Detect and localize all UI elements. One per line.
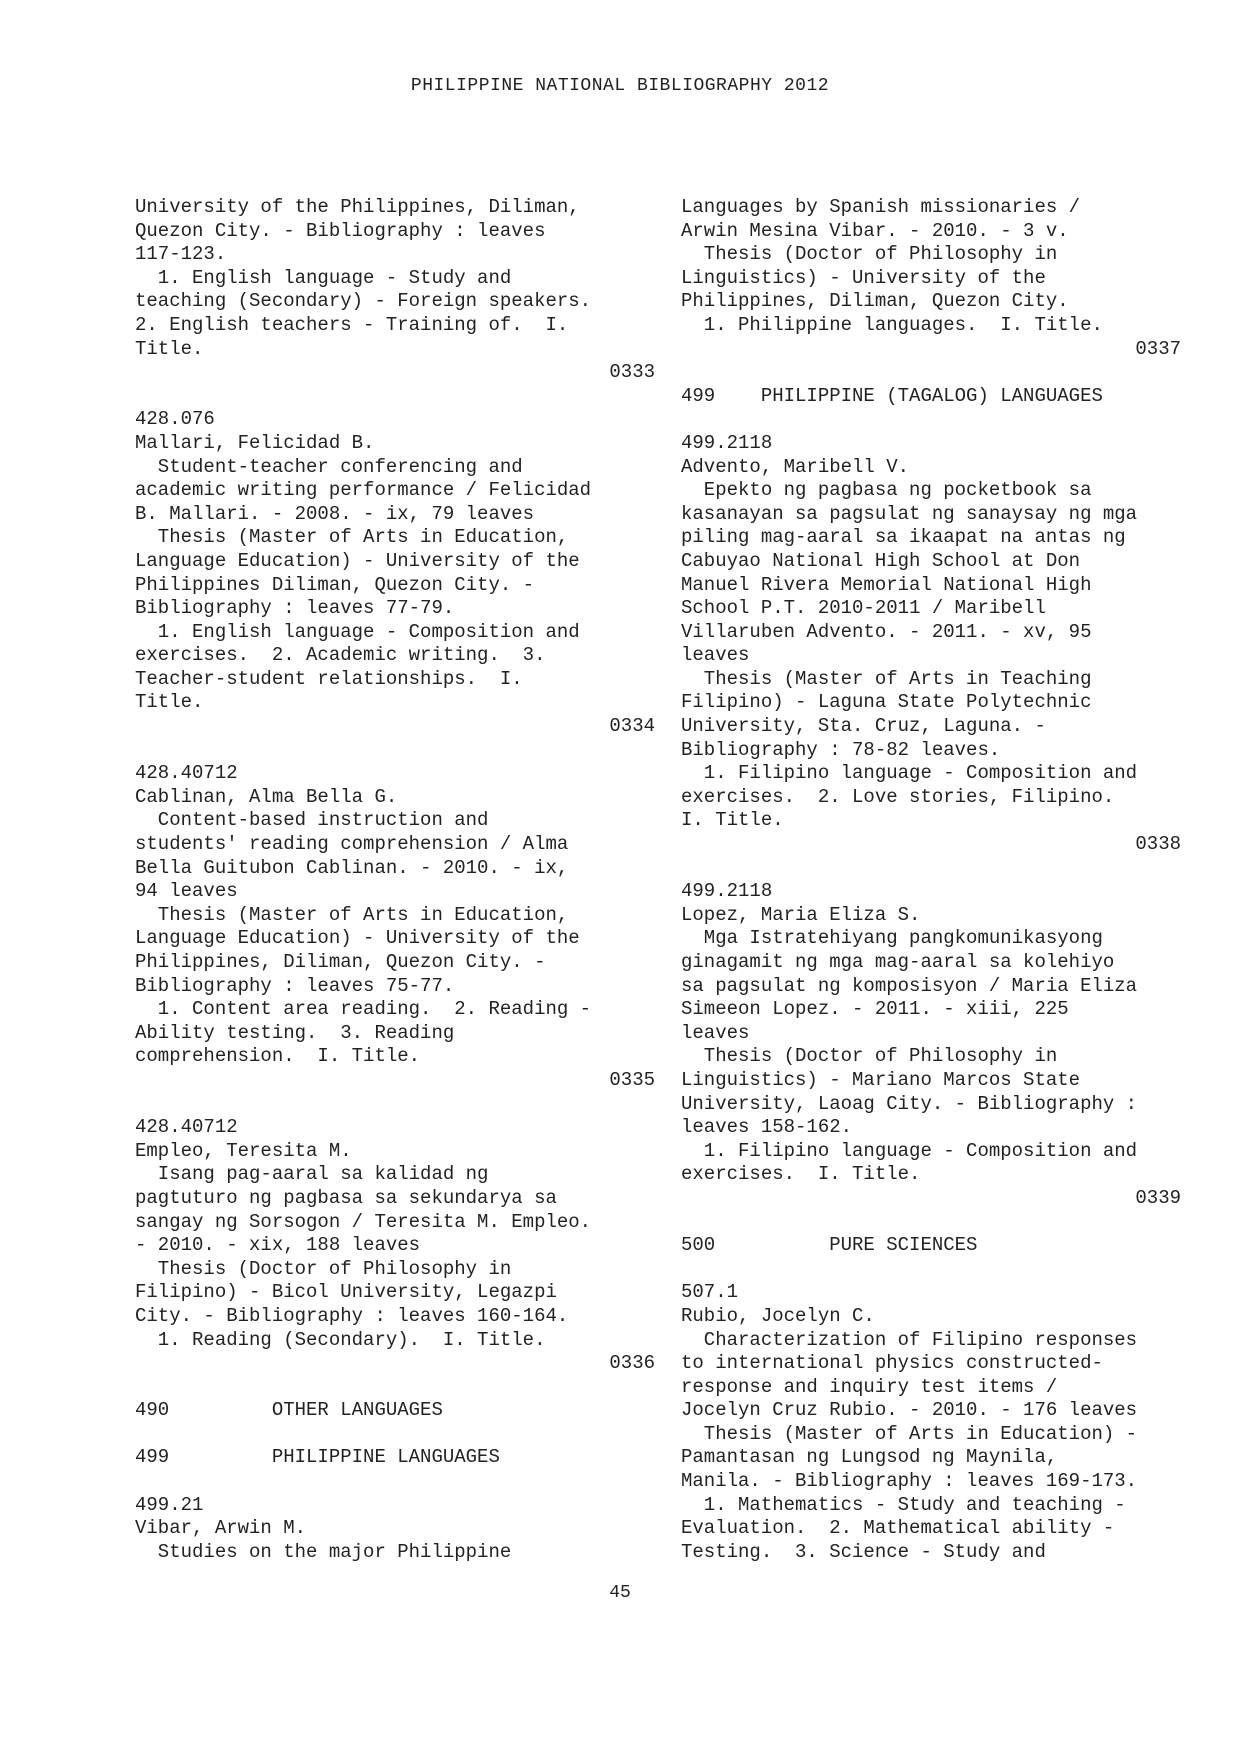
text-line: Student-teacher conferencing and xyxy=(135,455,523,478)
entry-number: 0337 xyxy=(1135,337,1181,360)
text-line: Filipino) - Bicol University, Legazpi xyxy=(135,1281,557,1304)
page-header: PHILIPPINE NATIONAL BIBLIOGRAPHY 2012 xyxy=(410,76,830,96)
text-line: Language Education) - University of the xyxy=(135,927,580,950)
text-line xyxy=(135,1376,655,1400)
text-line: Characterization of Filipino responses xyxy=(681,1328,1138,1351)
text-line: Isang pag-aaral sa kalidad ng xyxy=(135,1163,489,1186)
text-line: Empleo, Teresita M. xyxy=(135,1139,352,1162)
text-line xyxy=(135,385,655,409)
text-line: Ability testing. 3. Reading xyxy=(135,1021,455,1044)
text-line: Linguistics) - Mariano Marcos State xyxy=(681,1068,1081,1091)
text-line: - 2010. - xix, 188 leaves xyxy=(135,1234,421,1257)
text-line: 507.1 xyxy=(681,1281,739,1304)
text-line: Bibliography : leaves 77-79. xyxy=(135,597,455,620)
text-line: pagtuturo ng pagbasa sa sekundarya sa xyxy=(135,1186,557,1209)
text-line: Rubio, Jocelyn C. xyxy=(681,1304,875,1327)
text-line: exercises. 2. Academic writing. 3. xyxy=(135,644,546,667)
text-line: 2. English teachers - Training of. I. xyxy=(135,313,569,336)
text-line: leaves xyxy=(681,1021,750,1044)
text-line: 1. Philippine languages. I. Title. xyxy=(681,313,1103,336)
text-line: 94 leaves xyxy=(135,880,238,903)
text-line: academic writing performance / Felicidad xyxy=(135,479,592,502)
text-line: teaching (Secondary) - Foreign speakers. xyxy=(135,290,592,313)
text-line: City. - Bibliography : leaves 160-164. xyxy=(135,1304,569,1327)
text-line: comprehension. I. Title. xyxy=(135,1045,421,1068)
text-line: leaves 158-162. xyxy=(681,1116,853,1139)
text-line: Manila. - Bibliography : leaves 169-173. xyxy=(681,1470,1138,1493)
text-line: Villaruben Advento. - 2011. - xv, 95 xyxy=(681,620,1092,643)
text-line: sangay ng Sorsogon / Teresita M. Empleo. xyxy=(135,1210,592,1233)
text-line: Thesis (Master of Arts in Education, xyxy=(135,903,569,926)
page-number: 45 xyxy=(609,1583,631,1603)
text-line: 1. Reading (Secondary). I. Title. xyxy=(135,1328,546,1351)
text-line: Title. xyxy=(135,337,204,360)
text-line xyxy=(135,739,655,763)
text-line: 499 PHILIPPINE (TAGALOG) LANGUAGES xyxy=(681,384,1103,407)
text-line: Arwin Mesina Vibar. - 2010. - 3 v. xyxy=(681,219,1069,242)
text-line: 500 PURE SCIENCES xyxy=(681,1234,978,1257)
text-line: 499.2118 xyxy=(681,431,773,454)
text-line: Bibliography : 78-82 leaves. xyxy=(681,738,1001,761)
text-line: Advento, Maribell V. xyxy=(681,455,910,478)
text-line: leaves xyxy=(681,644,750,667)
text-line: Bibliography : leaves 75-77. xyxy=(135,974,455,997)
text-line: exercises. I. Title. xyxy=(681,1163,921,1186)
text-line: B. Mallari. - 2008. - ix, 79 leaves xyxy=(135,502,535,525)
text-line: Linguistics) - University of the xyxy=(681,266,1046,289)
entry-number: 0334 xyxy=(609,715,655,738)
text-line: Simeeon Lopez. - 2011. - xiii, 225 xyxy=(681,998,1069,1021)
text-line: Lopez, Maria Eliza S. xyxy=(681,903,921,926)
text-line: 490 OTHER LANGUAGES xyxy=(135,1399,443,1422)
text-line: 1. Mathematics - Study and teaching - xyxy=(681,1493,1126,1516)
text-line: Studies on the major Philippine xyxy=(135,1540,512,1563)
text-line: Cablinan, Alma Bella G. xyxy=(135,785,398,808)
text-line xyxy=(681,857,1181,881)
left-column xyxy=(135,196,655,1564)
text-line: University, Sta. Cruz, Laguna. - xyxy=(681,715,1046,738)
entry-number: 0335 xyxy=(609,1068,655,1091)
text-line: Mga Istratehiyang pangkomunikasyong xyxy=(681,927,1103,950)
text-line xyxy=(681,408,1181,432)
text-line: Thesis (Master of Arts in Teaching xyxy=(681,667,1092,690)
text-line: Thesis (Master of Arts in Education, xyxy=(135,526,569,549)
text-line: students' reading comprehension / Alma xyxy=(135,833,569,856)
text-line: Bella Guitubon Cablinan. - 2010. - ix, xyxy=(135,856,569,879)
entry-number: 0333 xyxy=(609,361,655,384)
text-line xyxy=(135,1470,655,1494)
text-line: Thesis (Doctor of Philosophy in xyxy=(135,1257,512,1280)
text-line: Thesis (Master of Arts in Education) - xyxy=(681,1422,1138,1445)
text-line: exercises. 2. Love stories, Filipino. xyxy=(681,785,1115,808)
text-line: Title. xyxy=(135,691,204,714)
text-line: School P.T. 2010-2011 / Maribell xyxy=(681,597,1046,620)
text-line: Philippines, Diliman, Quezon City. xyxy=(681,290,1069,313)
text-line: piling mag-aaral sa ikaapat na antas ng xyxy=(681,526,1126,549)
entry-number: 0336 xyxy=(609,1352,655,1375)
text-line: 499 PHILIPPINE LANGUAGES xyxy=(135,1446,500,1469)
text-line: Mallari, Felicidad B. xyxy=(135,431,375,454)
text-line: Filipino) - Laguna State Polytechnic xyxy=(681,691,1092,714)
text-line: Pamantasan ng Lungsod ng Maynila, xyxy=(681,1446,1058,1469)
text-line: 1. Content area reading. 2. Reading - xyxy=(135,998,592,1021)
text-line: Testing. 3. Science - Study and xyxy=(681,1540,1046,1563)
text-line: Vibar, Arwin M. xyxy=(135,1517,307,1540)
text-line xyxy=(681,361,1181,385)
text-line: Content-based instruction and xyxy=(135,809,489,832)
entry-number: 0339 xyxy=(1135,1186,1181,1209)
text-line: 428.40712 xyxy=(135,762,238,785)
text-line: 1. English language - Study and xyxy=(135,266,512,289)
text-line: Jocelyn Cruz Rubio. - 2010. - 176 leaves xyxy=(681,1399,1138,1422)
text-line: 1. English language - Composition and xyxy=(135,620,580,643)
text-line xyxy=(681,1258,1181,1282)
text-line: 499.21 xyxy=(135,1493,204,1516)
text-line: Thesis (Doctor of Philosophy in xyxy=(681,1045,1058,1068)
text-line: Cabuyao National High School at Don xyxy=(681,549,1081,572)
text-line: University, Laoag City. - Bibliography : xyxy=(681,1092,1138,1115)
text-line: 117-123. xyxy=(135,243,227,266)
text-line: University of the Philippines, Diliman, xyxy=(135,196,580,218)
text-line: Languages by Spanish missionaries / xyxy=(681,196,1081,218)
text-line: 428.40712 xyxy=(135,1116,238,1139)
text-line: response and inquiry test items / xyxy=(681,1375,1058,1398)
text-line: 499.2118 xyxy=(681,880,773,903)
text-line: Teacher-student relationships. I. xyxy=(135,667,523,690)
text-line: Language Education) - University of the xyxy=(135,549,580,572)
text-line: Thesis (Doctor of Philosophy in xyxy=(681,243,1058,266)
text-line: to international physics constructed- xyxy=(681,1352,1103,1375)
text-line: Philippines, Diliman, Quezon City. - xyxy=(135,951,546,973)
text-line: 428.076 xyxy=(135,408,215,431)
text-line: Evaluation. 2. Mathematical ability - xyxy=(681,1517,1115,1540)
right-column xyxy=(681,196,1181,1564)
text-line: Quezon City. - Bibliography : leaves xyxy=(135,219,546,242)
text-line: 1. Filipino language - Composition and xyxy=(681,762,1138,785)
text-line: Manuel Rivera Memorial National High xyxy=(681,573,1092,596)
entry-number: 0338 xyxy=(1135,833,1181,856)
text-line: I. Title. xyxy=(681,809,784,832)
text-line: sa pagsulat ng komposisyon / Maria Eliza xyxy=(681,974,1138,997)
text-line: 1. Filipino language - Composition and xyxy=(681,1139,1138,1162)
text-line: Philippines Diliman, Quezon City. - xyxy=(135,573,535,596)
text-line: Epekto ng pagbasa ng pocketbook sa xyxy=(681,479,1092,502)
text-line: kasanayan sa pagsulat ng sanaysay ng mga xyxy=(681,502,1138,525)
text-line: ginagamit ng mga mag-aaral sa kolehiyo xyxy=(681,951,1115,973)
text-line xyxy=(135,1093,655,1117)
text-line xyxy=(135,1423,655,1447)
text-line xyxy=(681,1211,1181,1235)
